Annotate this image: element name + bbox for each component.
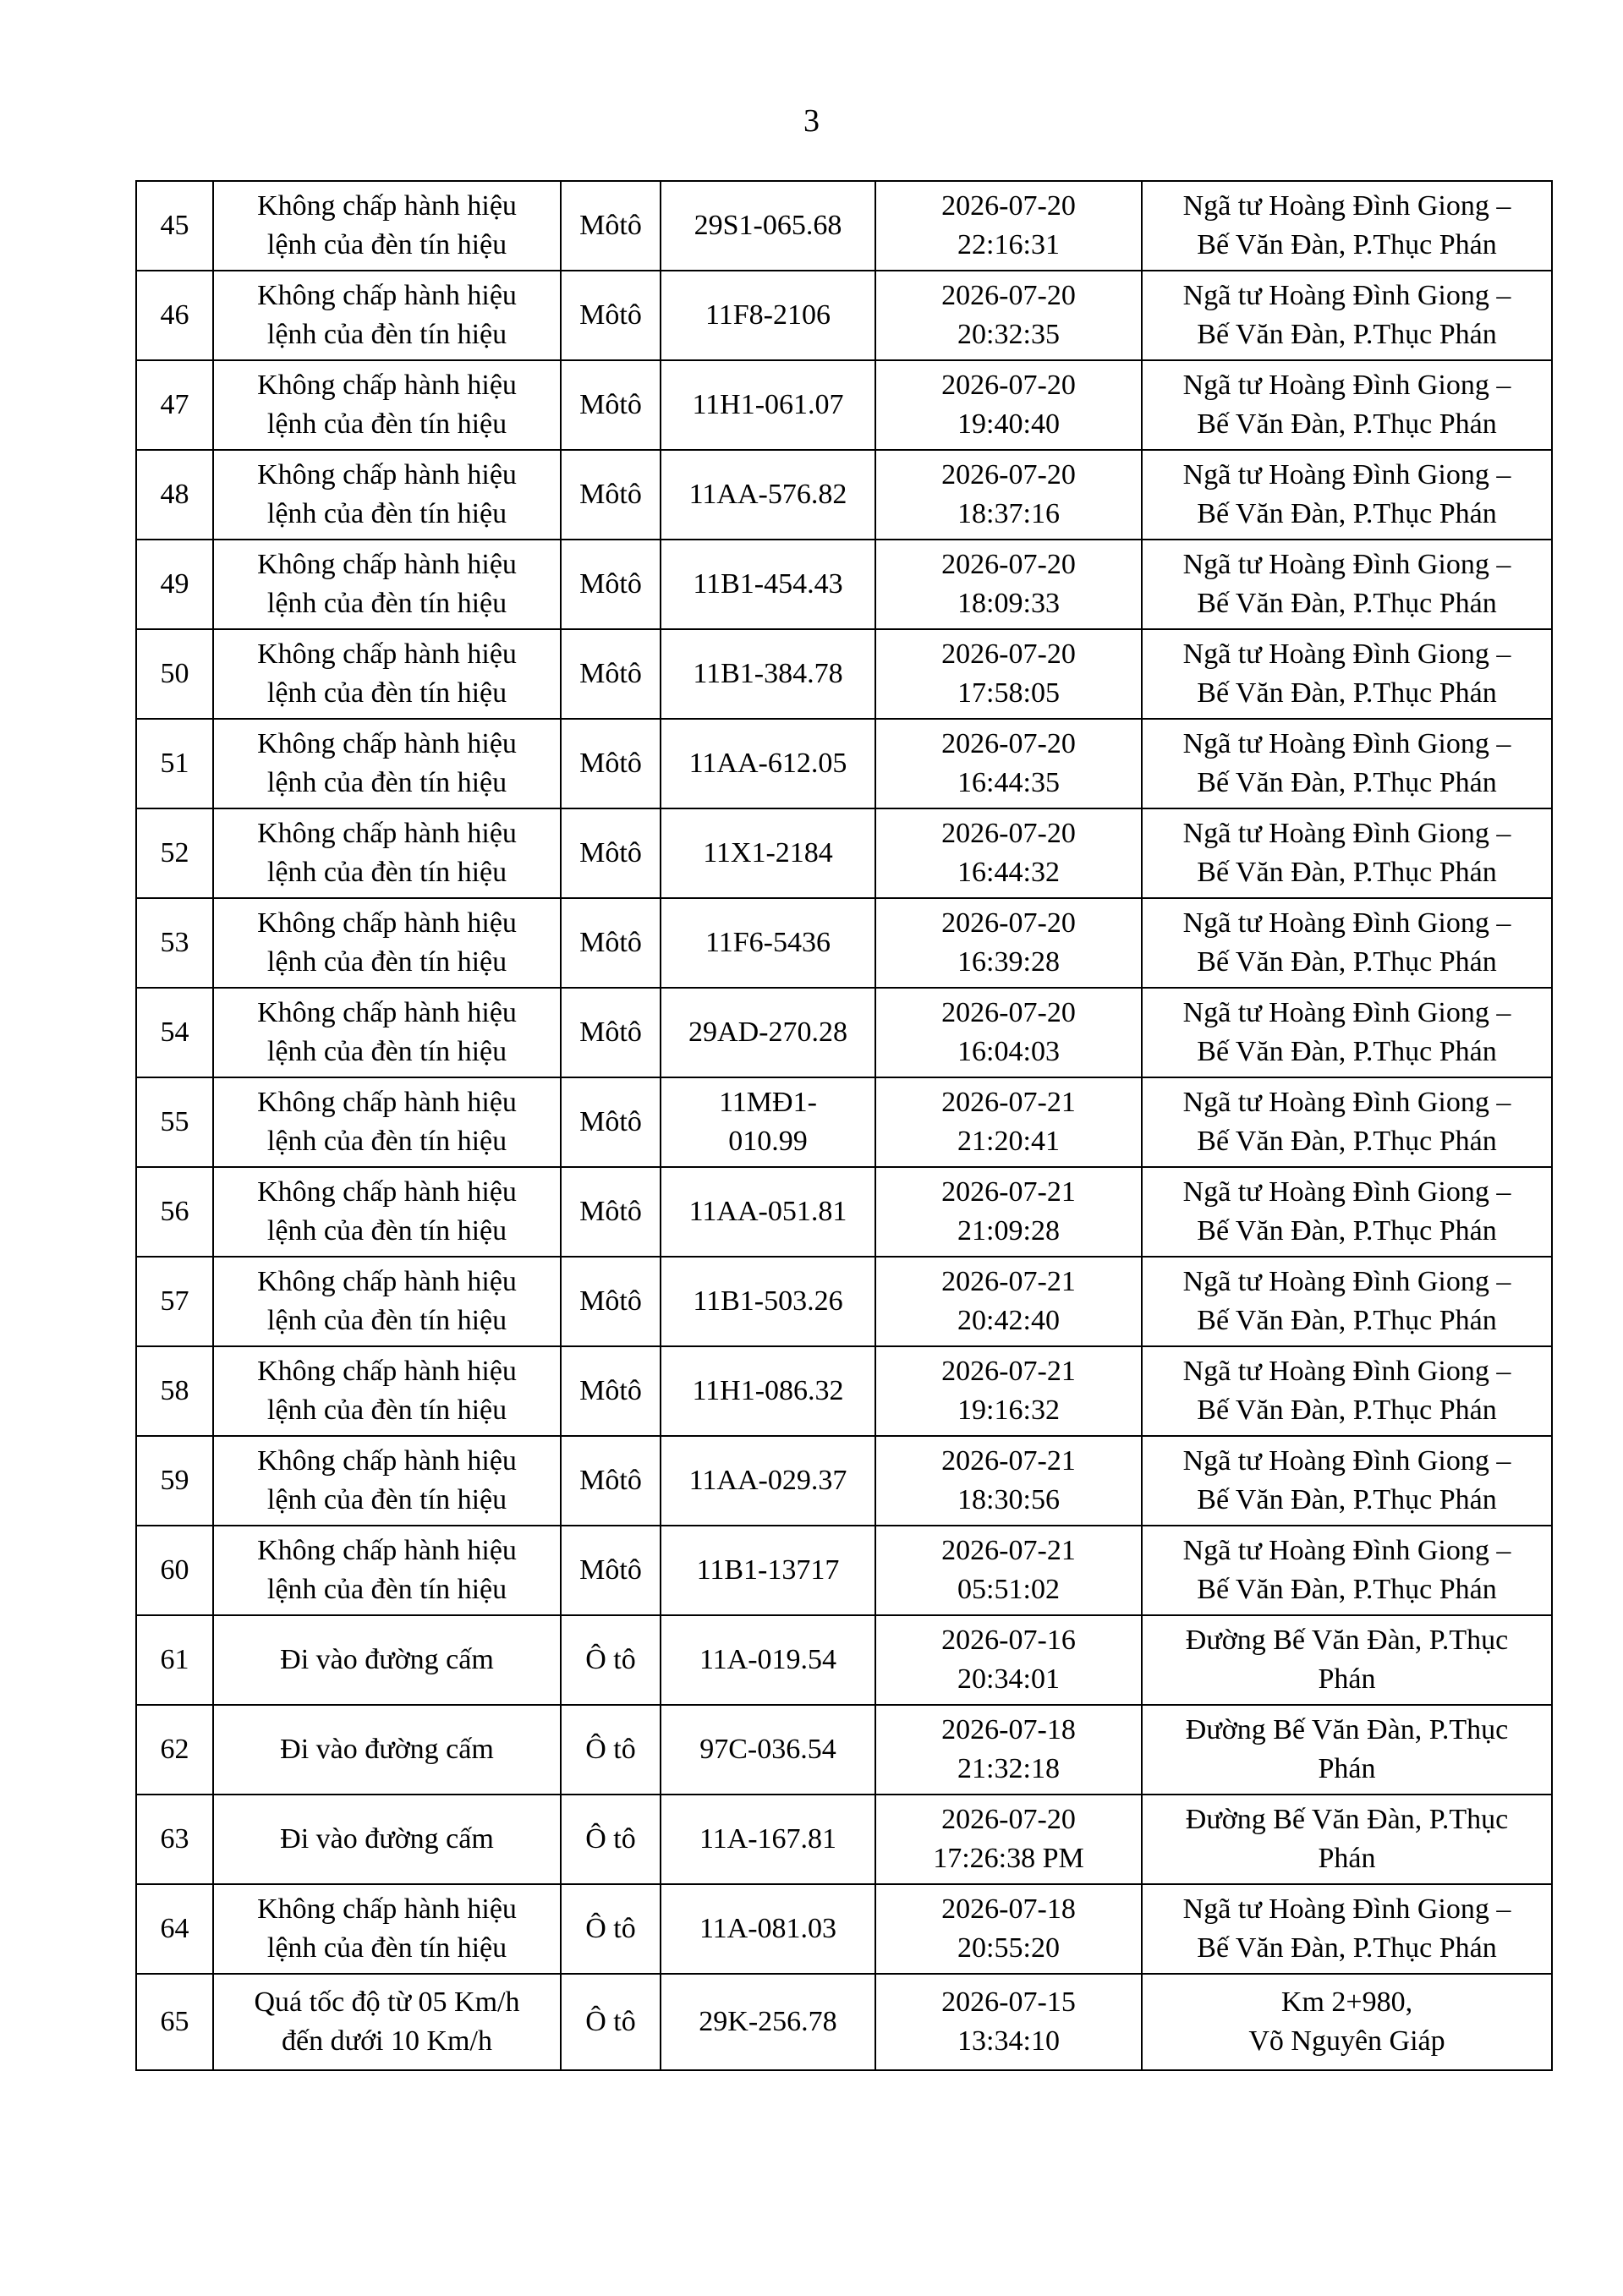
table-row bbox=[136, 1705, 1552, 1795]
location-cell: Ngã tư Hoàng Đình Giong – Bế Văn Đàn, P.Thục Phán bbox=[1142, 450, 1552, 540]
violation-cell: Không chấp hành hiệu lệnh của đèn tín hiệu bbox=[213, 1257, 561, 1346]
violation-cell: Không chấp hành hiệu lệnh của đèn tín hiệu bbox=[213, 1167, 561, 1257]
license-plate-cell: 11H1-061.07 bbox=[661, 360, 875, 450]
table-row bbox=[136, 1526, 1552, 1615]
vehicle-type-cell: Môtô bbox=[561, 808, 661, 898]
vehicle-type-cell: Môtô bbox=[561, 1526, 661, 1615]
timestamp-cell: 2026-07-21 21:20:41 bbox=[875, 1077, 1142, 1167]
table-row bbox=[136, 540, 1552, 629]
row-number: 48 bbox=[136, 450, 213, 540]
vehicle-type-cell: Ô tô bbox=[561, 1795, 661, 1884]
page-number: 3 bbox=[803, 103, 820, 139]
location-cell: Ngã tư Hoàng Đình Giong – Bế Văn Đàn, P.Thục Phán bbox=[1142, 1526, 1552, 1615]
location-cell: Đường Bế Văn Đàn, P.Thục Phán bbox=[1142, 1705, 1552, 1795]
row-number: 65 bbox=[136, 1974, 213, 2070]
location-cell: Ngã tư Hoàng Đình Giong – Bế Văn Đàn, P.Thục Phán bbox=[1142, 1167, 1552, 1257]
license-plate-cell: 11B1-454.43 bbox=[661, 540, 875, 629]
table-row bbox=[136, 1974, 1552, 2070]
table-row bbox=[136, 1257, 1552, 1346]
violation-cell: Đi vào đường cấm bbox=[213, 1615, 561, 1705]
violation-cell: Không chấp hành hiệu lệnh của đèn tín hiệu bbox=[213, 1077, 561, 1167]
table-row bbox=[136, 1167, 1552, 1257]
timestamp-cell: 2026-07-21 19:16:32 bbox=[875, 1346, 1142, 1436]
license-plate-cell: 11MĐ1- 010.99 bbox=[661, 1077, 875, 1167]
location-cell: Ngã tư Hoàng Đình Giong – Bế Văn Đàn, P.Thục Phán bbox=[1142, 271, 1552, 360]
vehicle-type-cell: Môtô bbox=[561, 181, 661, 271]
violation-cell: Không chấp hành hiệu lệnh của đèn tín hiệu bbox=[213, 629, 561, 719]
timestamp-cell: 2026-07-20 17:26:38 PM bbox=[875, 1795, 1142, 1884]
table-row bbox=[136, 1436, 1552, 1526]
location-cell: Ngã tư Hoàng Đình Giong – Bế Văn Đàn, P.Thục Phán bbox=[1142, 629, 1552, 719]
violations-table bbox=[135, 180, 1553, 2071]
timestamp-cell: 2026-07-20 19:40:40 bbox=[875, 360, 1142, 450]
row-number: 64 bbox=[136, 1884, 213, 1974]
location-cell: Ngã tư Hoàng Đình Giong – Bế Văn Đàn, P.Thục Phán bbox=[1142, 1077, 1552, 1167]
violation-cell: Đi vào đường cấm bbox=[213, 1795, 561, 1884]
vehicle-type-cell: Môtô bbox=[561, 1436, 661, 1526]
timestamp-cell: 2026-07-21 05:51:02 bbox=[875, 1526, 1142, 1615]
violation-cell: Không chấp hành hiệu lệnh của đèn tín hiệu bbox=[213, 719, 561, 808]
timestamp-cell: 2026-07-21 20:42:40 bbox=[875, 1257, 1142, 1346]
table-row bbox=[136, 181, 1552, 271]
violation-cell: Không chấp hành hiệu lệnh của đèn tín hiệu bbox=[213, 1346, 561, 1436]
location-cell: Ngã tư Hoàng Đình Giong – Bế Văn Đàn, P.Thục Phán bbox=[1142, 719, 1552, 808]
violation-cell: Đi vào đường cấm bbox=[213, 1705, 561, 1795]
row-number: 52 bbox=[136, 808, 213, 898]
vehicle-type-cell: Môtô bbox=[561, 629, 661, 719]
vehicle-type-cell: Môtô bbox=[561, 271, 661, 360]
row-number: 56 bbox=[136, 1167, 213, 1257]
row-number: 46 bbox=[136, 271, 213, 360]
table-row bbox=[136, 898, 1552, 988]
license-plate-cell: 11AA-576.82 bbox=[661, 450, 875, 540]
vehicle-type-cell: Môtô bbox=[561, 450, 661, 540]
location-cell: Ngã tư Hoàng Đình Giong – Bế Văn Đàn, P.Thục Phán bbox=[1142, 1884, 1552, 1974]
license-plate-cell: 29S1-065.68 bbox=[661, 181, 875, 271]
violation-cell: Không chấp hành hiệu lệnh của đèn tín hiệu bbox=[213, 898, 561, 988]
vehicle-type-cell: Môtô bbox=[561, 719, 661, 808]
license-plate-cell: 11X1-2184 bbox=[661, 808, 875, 898]
timestamp-cell: 2026-07-20 16:44:35 bbox=[875, 719, 1142, 808]
table-row bbox=[136, 1077, 1552, 1167]
location-cell: Ngã tư Hoàng Đình Giong – Bế Văn Đàn, P.Thục Phán bbox=[1142, 1436, 1552, 1526]
timestamp-cell: 2026-07-20 20:32:35 bbox=[875, 271, 1142, 360]
license-plate-cell: 11A-019.54 bbox=[661, 1615, 875, 1705]
timestamp-cell: 2026-07-15 13:34:10 bbox=[875, 1974, 1142, 2070]
violation-cell: Không chấp hành hiệu lệnh của đèn tín hiệu bbox=[213, 1526, 561, 1615]
timestamp-cell: 2026-07-18 21:32:18 bbox=[875, 1705, 1142, 1795]
table-row bbox=[136, 1884, 1552, 1974]
vehicle-type-cell: Môtô bbox=[561, 988, 661, 1077]
timestamp-cell: 2026-07-21 18:30:56 bbox=[875, 1436, 1142, 1526]
table-row bbox=[136, 360, 1552, 450]
table-row bbox=[136, 1346, 1552, 1436]
location-cell: Km 2+980, Võ Nguyên Giáp bbox=[1142, 1974, 1552, 2070]
row-number: 49 bbox=[136, 540, 213, 629]
violation-cell: Không chấp hành hiệu lệnh của đèn tín hiệu bbox=[213, 450, 561, 540]
table-row bbox=[136, 988, 1552, 1077]
license-plate-cell: 11AA-051.81 bbox=[661, 1167, 875, 1257]
vehicle-type-cell: Môtô bbox=[561, 540, 661, 629]
timestamp-cell: 2026-07-20 16:04:03 bbox=[875, 988, 1142, 1077]
location-cell: Đường Bế Văn Đàn, P.Thục Phán bbox=[1142, 1795, 1552, 1884]
license-plate-cell: 29K-256.78 bbox=[661, 1974, 875, 2070]
location-cell: Ngã tư Hoàng Đình Giong – Bế Văn Đàn, P.Thục Phán bbox=[1142, 540, 1552, 629]
table-row bbox=[136, 629, 1552, 719]
row-number: 47 bbox=[136, 360, 213, 450]
violation-cell: Không chấp hành hiệu lệnh của đèn tín hiệu bbox=[213, 540, 561, 629]
violation-cell: Không chấp hành hiệu lệnh của đèn tín hiệu bbox=[213, 181, 561, 271]
vehicle-type-cell: Môtô bbox=[561, 898, 661, 988]
license-plate-cell: 11B1-384.78 bbox=[661, 629, 875, 719]
license-plate-cell: 97C-036.54 bbox=[661, 1705, 875, 1795]
license-plate-cell: 11B1-503.26 bbox=[661, 1257, 875, 1346]
license-plate-cell: 11B1-13717 bbox=[661, 1526, 875, 1615]
row-number: 58 bbox=[136, 1346, 213, 1436]
row-number: 53 bbox=[136, 898, 213, 988]
license-plate-cell: 11F6-5436 bbox=[661, 898, 875, 988]
location-cell: Ngã tư Hoàng Đình Giong – Bế Văn Đàn, P.Thục Phán bbox=[1142, 898, 1552, 988]
location-cell: Ngã tư Hoàng Đình Giong – Bế Văn Đàn, P.Thục Phán bbox=[1142, 808, 1552, 898]
row-number: 50 bbox=[136, 629, 213, 719]
location-cell: Ngã tư Hoàng Đình Giong – Bế Văn Đàn, P.Thục Phán bbox=[1142, 988, 1552, 1077]
location-cell: Ngã tư Hoàng Đình Giong – Bế Văn Đàn, P.Thục Phán bbox=[1142, 1257, 1552, 1346]
row-number: 63 bbox=[136, 1795, 213, 1884]
timestamp-cell: 2026-07-16 20:34:01 bbox=[875, 1615, 1142, 1705]
timestamp-cell: 2026-07-20 16:44:32 bbox=[875, 808, 1142, 898]
table-row bbox=[136, 1795, 1552, 1884]
table-row bbox=[136, 719, 1552, 808]
violation-cell: Không chấp hành hiệu lệnh của đèn tín hiệu bbox=[213, 1436, 561, 1526]
license-plate-cell: 11F8-2106 bbox=[661, 271, 875, 360]
violation-cell: Không chấp hành hiệu lệnh của đèn tín hiệu bbox=[213, 988, 561, 1077]
timestamp-cell: 2026-07-20 18:37:16 bbox=[875, 450, 1142, 540]
violation-cell: Không chấp hành hiệu lệnh của đèn tín hiệu bbox=[213, 360, 561, 450]
vehicle-type-cell: Môtô bbox=[561, 1346, 661, 1436]
location-cell: Ngã tư Hoàng Đình Giong – Bế Văn Đàn, P.Thục Phán bbox=[1142, 1346, 1552, 1436]
table-row bbox=[136, 808, 1552, 898]
vehicle-type-cell: Ô tô bbox=[561, 1705, 661, 1795]
violation-cell: Không chấp hành hiệu lệnh của đèn tín hiệu bbox=[213, 271, 561, 360]
violation-cell: Không chấp hành hiệu lệnh của đèn tín hiệu bbox=[213, 808, 561, 898]
row-number: 55 bbox=[136, 1077, 213, 1167]
vehicle-type-cell: Môtô bbox=[561, 1077, 661, 1167]
timestamp-cell: 2026-07-20 22:16:31 bbox=[875, 181, 1142, 271]
location-cell: Đường Bế Văn Đàn, P.Thục Phán bbox=[1142, 1615, 1552, 1705]
vehicle-type-cell: Môtô bbox=[561, 1167, 661, 1257]
table-row bbox=[136, 1615, 1552, 1705]
row-number: 59 bbox=[136, 1436, 213, 1526]
license-plate-cell: 11A-167.81 bbox=[661, 1795, 875, 1884]
location-cell: Ngã tư Hoàng Đình Giong – Bế Văn Đàn, P.Thục Phán bbox=[1142, 360, 1552, 450]
timestamp-cell: 2026-07-21 21:09:28 bbox=[875, 1167, 1142, 1257]
location-cell: Ngã tư Hoàng Đình Giong – Bế Văn Đàn, P.Thục Phán bbox=[1142, 181, 1552, 271]
vehicle-type-cell: Môtô bbox=[561, 1257, 661, 1346]
license-plate-cell: 11A-081.03 bbox=[661, 1884, 875, 1974]
table-row bbox=[136, 450, 1552, 540]
timestamp-cell: 2026-07-20 16:39:28 bbox=[875, 898, 1142, 988]
row-number: 62 bbox=[136, 1705, 213, 1795]
vehicle-type-cell: Ô tô bbox=[561, 1884, 661, 1974]
row-number: 57 bbox=[136, 1257, 213, 1346]
violation-cell: Không chấp hành hiệu lệnh của đèn tín hiệu bbox=[213, 1884, 561, 1974]
row-number: 54 bbox=[136, 988, 213, 1077]
license-plate-cell: 11AA-029.37 bbox=[661, 1436, 875, 1526]
vehicle-type-cell: Môtô bbox=[561, 360, 661, 450]
timestamp-cell: 2026-07-18 20:55:20 bbox=[875, 1884, 1142, 1974]
table-row bbox=[136, 271, 1552, 360]
violation-cell: Quá tốc độ từ 05 Km/h đến dưới 10 Km/h bbox=[213, 1974, 561, 2070]
row-number: 51 bbox=[136, 719, 213, 808]
vehicle-type-cell: Ô tô bbox=[561, 1615, 661, 1705]
vehicle-type-cell: Ô tô bbox=[561, 1974, 661, 2070]
timestamp-cell: 2026-07-20 18:09:33 bbox=[875, 540, 1142, 629]
license-plate-cell: 11H1-086.32 bbox=[661, 1346, 875, 1436]
license-plate-cell: 11AA-612.05 bbox=[661, 719, 875, 808]
row-number: 45 bbox=[136, 181, 213, 271]
license-plate-cell: 29AD-270.28 bbox=[661, 988, 875, 1077]
timestamp-cell: 2026-07-20 17:58:05 bbox=[875, 629, 1142, 719]
row-number: 60 bbox=[136, 1526, 213, 1615]
row-number: 61 bbox=[136, 1615, 213, 1705]
